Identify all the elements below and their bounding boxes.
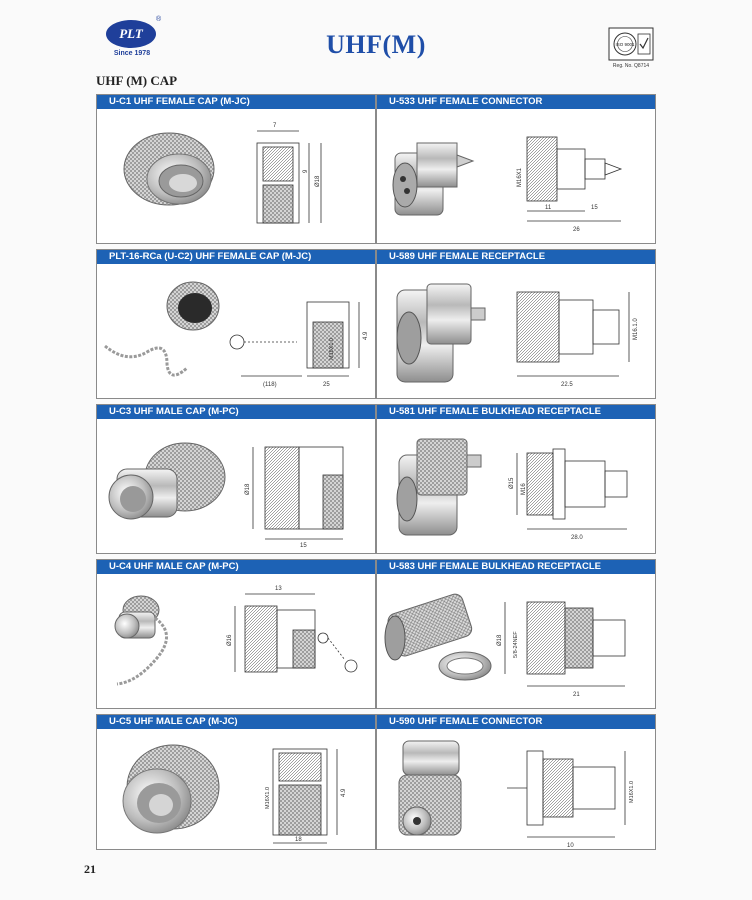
dimension-label: M16X1.0	[265, 786, 271, 809]
product-title: U-533 UHF FEMALE CONNECTOR	[377, 95, 655, 109]
male-cap-photo	[109, 443, 225, 519]
product-panel-u-c4	[96, 559, 376, 709]
dimension-label: 25	[323, 382, 330, 388]
male-cap-jc-photo	[123, 745, 219, 833]
product-panel-plt-16-rca	[96, 249, 376, 399]
female-connector-drawing	[507, 751, 625, 837]
product-panel-u-c5	[96, 714, 376, 850]
registered-mark: ®	[156, 16, 162, 23]
dimension-label: Ø18	[315, 175, 321, 187]
dimension-label: M16X1.0	[329, 337, 335, 360]
cert-text: ISO 9001	[615, 42, 635, 47]
dimension-label: 21	[573, 692, 580, 698]
connector-photo	[393, 143, 473, 215]
dimension-label: 4.9	[341, 788, 347, 797]
dimension-label: 10	[567, 843, 574, 849]
dimension-label: 11	[545, 205, 552, 211]
product-panel-u-c3	[96, 404, 376, 554]
product-title: U-589 UHF FEMALE RECEPTACLE	[377, 250, 655, 264]
dimension-label: M16	[521, 483, 527, 495]
receptacle-drawing	[517, 292, 629, 376]
female-connector-photo	[399, 741, 461, 835]
iso-certification-seal	[608, 27, 654, 61]
dimension-label: (118)	[263, 382, 277, 388]
product-title: U-583 UHF FEMALE BULKHEAD RECEPTACLE	[377, 560, 655, 574]
dimension-label: 4.9	[363, 331, 369, 340]
dimension-label: 5/8-24NEF	[513, 631, 519, 658]
dimension-label: Ø18	[497, 634, 503, 646]
product-panel-u-581	[376, 404, 656, 554]
u-590-illustration	[377, 729, 655, 849]
dimension-label: 9	[303, 169, 309, 173]
u-c3-illustration	[97, 419, 375, 553]
product-panel-u-c1	[96, 94, 376, 244]
cap-with-chain-photo	[105, 282, 219, 375]
dimension-label: Ø18	[245, 483, 251, 495]
cap-drawing	[257, 131, 321, 223]
bulkhead-with-ring-photo	[385, 592, 491, 680]
cap-with-chain-drawing	[230, 302, 359, 376]
u-c4-illustration	[97, 574, 375, 708]
dimension-label: 15	[591, 205, 598, 211]
product-title: U-C1 UHF FEMALE CAP (M-JC)	[97, 95, 375, 109]
logo-since: Since 1978	[113, 50, 151, 57]
u-c5-illustration	[97, 729, 375, 849]
dimension-label: Ø15	[509, 477, 515, 489]
dimension-label: 13	[275, 586, 282, 592]
product-title: U-C4 UHF MALE CAP (M-PC)	[97, 560, 375, 574]
section-title: UHF (M) CAP	[96, 73, 178, 88]
dimension-label: Ø16	[227, 634, 233, 646]
plt-16-rca-illustration	[97, 264, 375, 398]
u-589-illustration	[377, 264, 655, 398]
product-panel-u-583	[376, 559, 656, 709]
bulkhead-receptacle-drawing	[517, 449, 627, 529]
cert-registration: Reg. No. Q8714	[612, 63, 650, 69]
u-c1-illustration	[97, 109, 375, 243]
male-cap-with-chain-drawing	[235, 594, 357, 672]
dimension-label: 7	[273, 123, 277, 129]
cap-photo	[124, 133, 214, 205]
dimension-label: 18	[295, 837, 302, 843]
product-title: U-590 UHF FEMALE CONNECTOR	[377, 715, 655, 729]
product-title: U-581 UHF FEMALE BULKHEAD RECEPTACLE	[377, 405, 655, 419]
product-panel-u-533	[376, 94, 656, 244]
connector-drawing	[527, 137, 621, 221]
receptacle-photo	[397, 284, 485, 382]
page-number: 21	[84, 862, 96, 876]
male-cap-drawing	[253, 447, 343, 539]
dimension-label: M16.1.0	[633, 318, 639, 340]
product-panel-u-589	[376, 249, 656, 399]
dimension-label: M16X1	[517, 167, 523, 187]
bulkhead-receptacle-photo	[397, 439, 481, 535]
u-581-illustration	[377, 419, 655, 553]
male-cap-with-chain-photo	[115, 596, 167, 684]
product-panel-u-590	[376, 714, 656, 850]
dimension-label: 26	[573, 227, 580, 233]
product-title: U-C5 UHF MALE CAP (M-JC)	[97, 715, 375, 729]
dimension-label: 15	[300, 543, 307, 549]
page-title: UHF(M)	[326, 30, 426, 59]
dimension-label: M16X1.0	[629, 780, 635, 803]
dimension-label: 28.0	[571, 535, 583, 541]
product-title: PLT-16-RCa (U-C2) UHF FEMALE CAP (M-JC)	[97, 250, 375, 264]
product-title: U-C3 UHF MALE CAP (M-PC)	[97, 405, 375, 419]
u-533-illustration	[377, 109, 655, 243]
male-cap-jc-drawing	[273, 749, 337, 843]
bulkhead-with-ring-drawing	[505, 602, 625, 686]
dimension-label: 22.5	[561, 382, 573, 388]
u-583-illustration	[377, 574, 655, 708]
logo-mark: PLT	[106, 20, 156, 48]
